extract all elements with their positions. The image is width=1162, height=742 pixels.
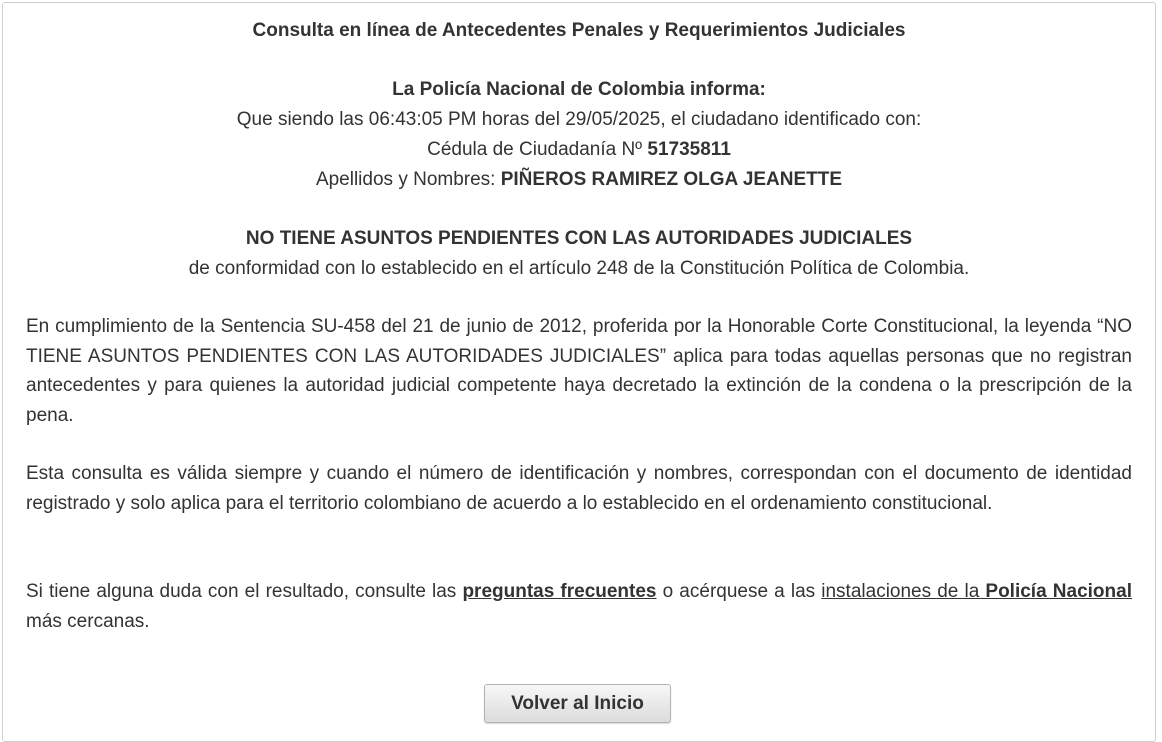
id-line bbox=[0, 135, 1158, 165]
validez-paragraph: Esta consulta es válida siempre y cuando el número de identificación y nombres, correspondan con el documento de identidad registrado y solo aplica para el territorio colombiano de acuerdo a lo establecido en el ordenamiento constitucional. bbox=[26, 463, 1132, 514]
duda-text-pre: Si tiene alguna duda con el resultado, consulte las bbox=[26, 581, 463, 602]
informa-heading: La Policía Nacional de Colombia informa: bbox=[392, 79, 766, 100]
facilities-link-text: instalaciones de la bbox=[821, 581, 986, 602]
name-line bbox=[0, 165, 1158, 195]
id-label: Cédula de Ciudadanía Nº bbox=[427, 139, 648, 160]
query-time-text: Que siendo las 06:43:05 PM horas del 29/05/2025, el ciudadano identificado con: bbox=[236, 109, 922, 130]
status-block bbox=[0, 224, 1158, 284]
faq-link[interactable]: preguntas frecuentes bbox=[462, 581, 657, 602]
name-label: Apellidos y Nombres: bbox=[315, 169, 501, 190]
police-name-link-text: Policía Nacional bbox=[985, 581, 1132, 602]
status-text: NO TIENE ASUNTOS PENDIENTES CON LAS AUTORIDADES JUDICIALES bbox=[245, 228, 913, 249]
duda-paragraph bbox=[26, 577, 1132, 636]
page-title: Consulta en línea de Antecedentes Penales y Requerimientos Judiciales bbox=[252, 20, 906, 41]
back-to-home-button[interactable]: Volver al Inicio bbox=[484, 684, 671, 723]
name-value: PIÑEROS RAMIREZ OLGA JEANETTE bbox=[500, 169, 843, 190]
sentencia-paragraph: En cumplimiento de la Sentencia SU-458 del 21 de junio de 2012, proferida por la Honorable Corte Constitucional, la leyenda “NO TIENE ASUNTOS PENDIENTES CON LAS AUTORIDADES JUDICIALES” aplica para todas aquellas personas que no registran antecedentes y para quienes la autoridad judicial competente haya decretado la extinción de la condena o la prescripción de la pena. bbox=[26, 316, 1132, 426]
status-note: de conformidad con lo establecido en el artículo 248 de la Constitución Política de Colombia. bbox=[188, 258, 970, 279]
duda-text-post: más cercanas. bbox=[26, 610, 150, 632]
police-facilities-link[interactable] bbox=[821, 581, 1132, 602]
id-number: 51735811 bbox=[647, 139, 731, 160]
duda-text-mid: o acérquese a las bbox=[656, 581, 822, 602]
result-summary bbox=[0, 75, 1158, 195]
